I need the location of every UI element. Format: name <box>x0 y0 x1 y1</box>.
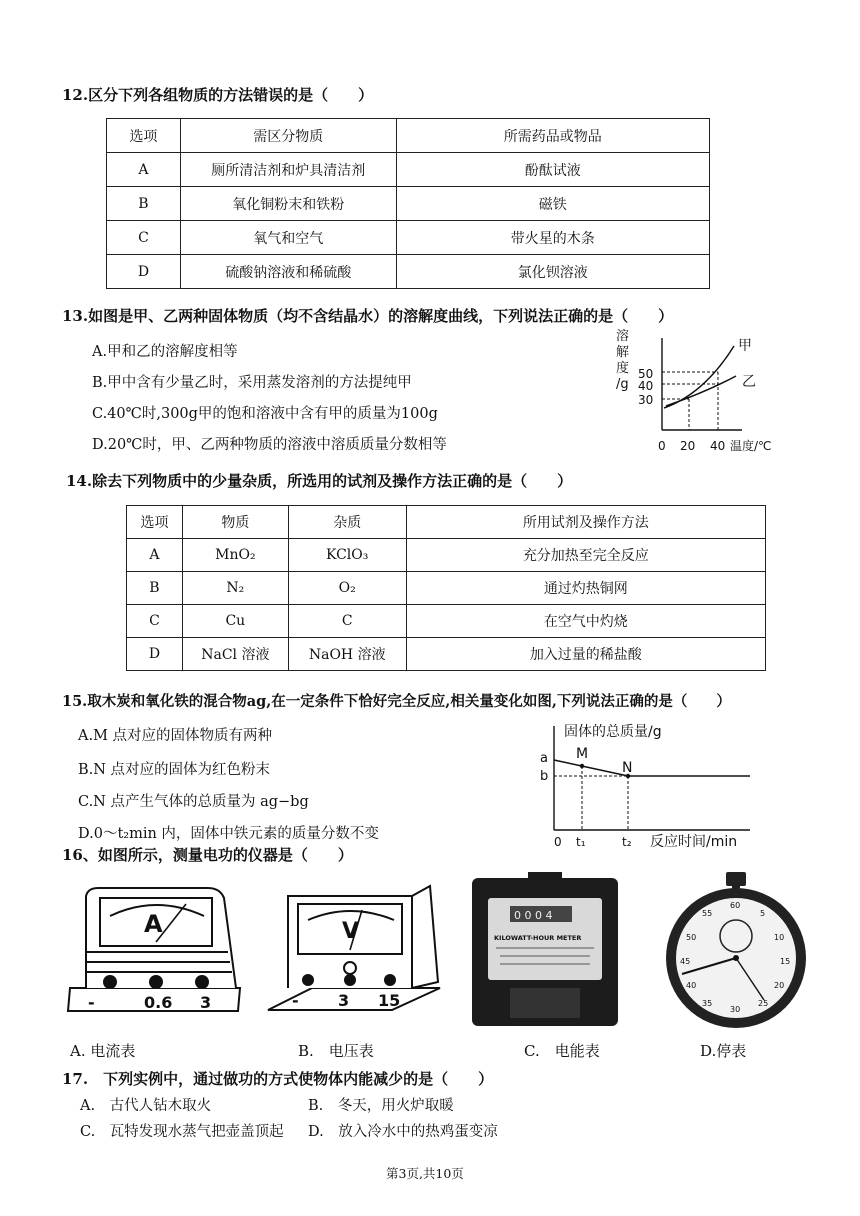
q14-table <box>126 505 766 671</box>
dial-mark: 20 <box>774 981 785 990</box>
table-cell: 加入过量的稀盐酸 <box>406 638 765 671</box>
table-cell: A <box>127 539 183 572</box>
dial-mark: 10 <box>774 933 785 942</box>
table-cell: NaCl 溶液 <box>182 638 288 671</box>
table-cell: 氧化铜粉末和铁粉 <box>180 187 396 221</box>
q15-option-a: A.M 点对应的固体物质有两种 <box>78 728 273 744</box>
solubility-curve-graph <box>612 326 792 454</box>
graph-y-tick: 30 <box>638 393 654 407</box>
table-cell: C <box>107 221 181 255</box>
q16-caption-b: B. 电压表 <box>298 1042 374 1060</box>
graph-y-label-char: 解 <box>616 345 630 360</box>
terminal-label: 15 <box>378 991 401 1010</box>
terminal-icon <box>384 974 396 986</box>
q12-table <box>106 118 710 289</box>
q16-caption-d: D.停表 <box>700 1042 747 1060</box>
terminal-label: - <box>292 991 299 1010</box>
q16-caption-a: A. 电流表 <box>70 1042 136 1060</box>
terminal-label: - <box>88 993 95 1012</box>
q13-stem: 13.如图是甲、乙两种固体物质（均不含结晶水）的溶解度曲线，下列说法正确的是（ ） <box>62 307 674 325</box>
table-cell: D <box>127 638 183 671</box>
voltmeter-symbol: V <box>342 919 360 944</box>
dial-mark: 5 <box>760 909 766 918</box>
table-cell: N₂ <box>182 572 288 605</box>
energy-meter-terminal-cover <box>510 988 580 1018</box>
q12-stem: 12.区分下列各组物质的方法错误的是（ ） <box>62 86 374 104</box>
energy-meter-top <box>528 872 562 882</box>
graph-y-label-char: 度 <box>616 361 630 376</box>
table-row <box>107 221 710 255</box>
dial-mark: 55 <box>702 909 713 918</box>
table-cell: 氧气和空气 <box>180 221 396 255</box>
table-row <box>127 539 766 572</box>
table-cell: 在空气中灼烧 <box>406 605 765 638</box>
q14-stem: 14.除去下列物质中的少量杂质，所选用的试剂及操作方法正确的是（ ） <box>66 472 573 490</box>
label-t2: t₂ <box>622 835 632 849</box>
dial-mark: 60 <box>730 901 741 910</box>
table-cell: KClO₃ <box>288 539 406 572</box>
graph-x-label: 反应时间/min <box>650 834 738 850</box>
table-cell: 酚酞试液 <box>396 153 709 187</box>
table-cell: 磁铁 <box>396 187 709 221</box>
graph-x-tick: 0 <box>658 439 666 453</box>
graph-x-tick: 40 <box>710 439 726 453</box>
table-header: 所需药品或物品 <box>396 119 709 153</box>
table-header: 选项 <box>127 506 183 539</box>
dial-mark: 40 <box>686 981 697 990</box>
q13-option-b: B.甲中含有少量乙时，采用蒸发溶剂的方法提纯甲 <box>92 375 412 391</box>
terminal-label: 0.6 <box>144 993 173 1012</box>
terminal-icon <box>149 975 163 989</box>
table-header: 杂质 <box>288 506 406 539</box>
table-cell: 厕所清洁剂和炉具清洁剂 <box>180 153 396 187</box>
q13-option-a: A.甲和乙的溶解度相等 <box>92 344 238 360</box>
voltmeter-illustration <box>262 882 452 1027</box>
terminal-label: 3 <box>338 991 350 1010</box>
table-header: 选项 <box>107 119 181 153</box>
table-cell: 带火星的木条 <box>396 221 709 255</box>
energy-meter-illustration <box>470 872 622 1028</box>
table-cell: NaOH 溶液 <box>288 638 406 671</box>
table-cell: B <box>127 572 183 605</box>
q17-option-c: C. 瓦特发现水蒸气把壶盖顶起 <box>80 1124 284 1140</box>
terminal-icon <box>103 975 117 989</box>
table-header: 所用试剂及操作方法 <box>406 506 765 539</box>
graph-y-label-char: /g <box>616 377 629 392</box>
terminal-icon <box>344 974 356 986</box>
graph-y-tick: 50 <box>638 367 654 381</box>
q15-option-c: C.N 点产生气体的总质量为 ag−bg <box>78 794 309 810</box>
q15-option-d: D.0～t₂min 内，固体中铁元素的质量分数不变 <box>78 826 379 842</box>
table-cell: 通过灼热铜网 <box>406 572 765 605</box>
table-row <box>127 605 766 638</box>
q17-option-b: B. 冬天，用火炉取暖 <box>308 1098 454 1114</box>
table-cell: O₂ <box>288 572 406 605</box>
series-label-jia: 甲 <box>738 338 752 354</box>
table-row <box>107 187 710 221</box>
q16-caption-c: C. 电能表 <box>524 1042 600 1060</box>
q17-option-d: D. 放入冷水中的热鸡蛋变凉 <box>308 1124 498 1140</box>
q17-option-a: A. 古代人钻木取火 <box>80 1098 212 1114</box>
q15-option-b: B.N 点对应的固体为红色粉末 <box>78 762 271 778</box>
table-row <box>107 153 710 187</box>
graph-y-label-char: 溶 <box>616 329 630 344</box>
dial-mark: 15 <box>780 957 791 966</box>
table-cell: 硫酸钠溶液和稀硫酸 <box>180 255 396 289</box>
table-row <box>107 255 710 289</box>
mass-time-graph <box>530 716 760 850</box>
table-cell: D <box>107 255 181 289</box>
label-n: N <box>622 760 633 776</box>
energy-meter-label: KILOWATT-HOUR METER <box>494 934 582 942</box>
q13-option-c: C.40℃时,300g甲的饱和溶液中含有甲的质量为100g <box>92 406 438 422</box>
q15-stem: 15.取木炭和氧化铁的混合物ag,在一定条件下恰好完全反应,相关量变化如图,下列说法正确的是（ ） <box>62 693 731 710</box>
table-cell: Cu <box>182 605 288 638</box>
terminal-label: 3 <box>200 993 212 1012</box>
ammeter-illustration <box>58 876 248 1026</box>
table-cell: MnO₂ <box>182 539 288 572</box>
terminal-icon <box>195 975 209 989</box>
dial-mark: 45 <box>680 957 691 966</box>
table-cell: C <box>127 605 183 638</box>
stopwatch-illustration <box>656 870 816 1030</box>
q17-stem: 17. 下列实例中，通过做功的方式使物体内能减少的是（ ） <box>62 1070 494 1088</box>
page-footer: 第3页,共10页 <box>386 1166 464 1181</box>
graph-y-label: 固体的总质量/g <box>564 724 662 740</box>
label-origin: 0 <box>554 835 562 849</box>
label-m: M <box>576 746 589 762</box>
label-b: b <box>540 769 549 784</box>
table-cell: 充分加热至完全反应 <box>406 539 765 572</box>
ammeter-symbol: A <box>144 910 163 938</box>
label-a: a <box>540 751 548 766</box>
dial-mark: 30 <box>730 1005 741 1014</box>
table-cell: C <box>288 605 406 638</box>
table-header: 物质 <box>182 506 288 539</box>
table-cell: B <box>107 187 181 221</box>
label-t1: t₁ <box>576 835 586 849</box>
table-cell: A <box>107 153 181 187</box>
table-row <box>127 572 766 605</box>
table-row <box>107 119 710 153</box>
dial-mark: 35 <box>702 999 713 1008</box>
terminal-icon <box>302 974 314 986</box>
table-cell: 氯化钡溶液 <box>396 255 709 289</box>
table-row <box>127 638 766 671</box>
graph-x-tick: 20 <box>680 439 696 453</box>
energy-meter-digits: 0 0 0 4 <box>514 909 553 922</box>
graph-x-label: 温度/℃ <box>730 439 772 453</box>
curve-yi <box>666 376 736 406</box>
mass-decrease-line <box>554 760 628 776</box>
dial-mark: 50 <box>686 933 697 942</box>
graph-y-tick: 40 <box>638 379 654 393</box>
dial-mark: 25 <box>758 999 769 1008</box>
stopwatch-pivot <box>733 955 739 961</box>
table-header: 需区分物质 <box>180 119 396 153</box>
series-label-yi: 乙 <box>742 374 756 390</box>
q16-stem: 16、如图所示，测量电功的仪器是（ ） <box>62 846 353 864</box>
point-m <box>580 764 584 768</box>
table-row <box>127 506 766 539</box>
q13-option-d: D.20℃时，甲、乙两种物质的溶液中溶质质量分数相等 <box>92 437 447 453</box>
stopwatch-crown <box>726 872 746 886</box>
